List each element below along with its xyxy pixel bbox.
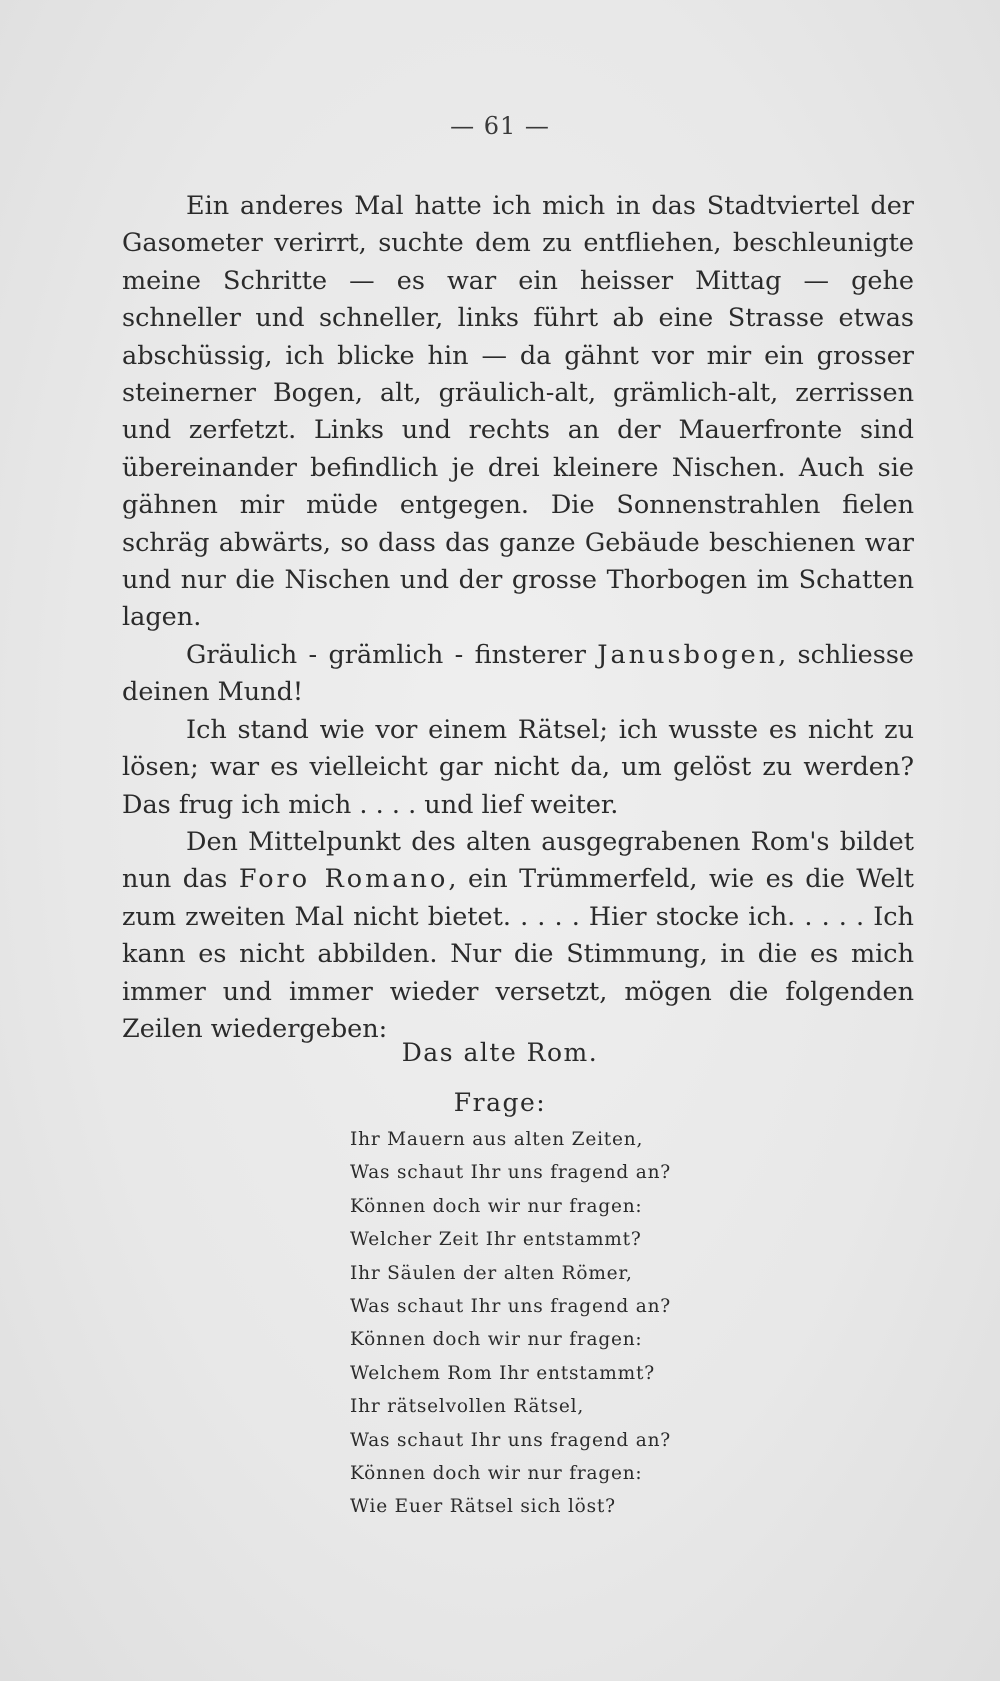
poem-body xyxy=(350,1123,850,1524)
paragraph-janusbogen xyxy=(122,637,914,712)
poem-line: Können doch wir nur fragen: xyxy=(350,1195,643,1217)
poem-line: Was schaut Ihr uns fragend an? xyxy=(350,1429,672,1451)
poem-line: Können doch wir nur fragen: xyxy=(350,1463,643,1485)
poem-line: Ihr Mauern aus alten Zeiten, xyxy=(350,1129,644,1150)
poem-subtitle: Frage: xyxy=(453,1088,547,1117)
poem-line: Was schaut Ihr uns fragend an? xyxy=(350,1162,672,1184)
poem-line: Können doch wir nur fragen: xyxy=(350,1329,643,1351)
paragraph-raetsel: Ich stand wie vor einem Rätsel; ich wusste es nicht zu lösen; war es vielleicht gar nicht da, um gelöst zu werden? Das frug ich mich . . . . und lief weiter. xyxy=(122,714,914,820)
poem-title: Das alte Rom. xyxy=(401,1038,599,1067)
page-number: — 61 — xyxy=(450,112,550,140)
poem-line: Welchem Rom Ihr entstammt? xyxy=(350,1362,655,1384)
paragraph-foro-romano xyxy=(122,824,914,1048)
poem-line: Wie Euer Rätsel sich löst? xyxy=(350,1496,616,1518)
body-text xyxy=(122,188,914,1048)
janus-text-after: , schliesse deinen Mund! xyxy=(122,639,915,708)
foro-romano-spaced-word: Foro Romano xyxy=(238,864,449,895)
foro-text-after: , ein Trümmerfeld, wie es die Welt zum zweiten Mal nicht bietet. . . . . Hier stocke ich. . . . . Ich kann es nicht abbilden. Nur die Stimmung, in die es mich immer und immer wieder versetzt, mögen die folgenden Zeilen wiedergeben: xyxy=(122,864,914,1044)
poem-line: Was schaut Ihr uns fragend an? xyxy=(350,1296,672,1318)
paragraph-gasometer: Ein anderes Mal hatte ich mich in das Stadtviertel der Gasometer verirrt, suchte dem zu entfliehen, beschleunigte meine Schritte — es war ein heisser Mittag — gehe schneller und schneller, links führt ab eine Strasse etwas abschüssig, ich blicke hin — da gähnt vor mir ein grosser steinerner Bogen, alt, gräulich-alt, grämlich-alt, zerrissen und zerfetzt. Links und rechts an der Mauerfronte sind übereinander befindlich je drei kleinere Nischen. Auch sie gähnen mir müde entgegen. Die Sonnenstrahlen fielen schräg abwärts, so dass das ganze Gebäude beschienen war und nur die Nischen und der grosse Thorbogen im Schatten lagen. xyxy=(122,191,914,633)
janus-text-before: Gräulich - grämlich - finsterer xyxy=(186,639,598,670)
janusbogen-spaced-word: Janusbogen xyxy=(597,639,779,670)
poem-line: Welcher Zeit Ihr entstammt? xyxy=(350,1229,642,1251)
foro-text-before: Den Mittelpunkt des alten ausgegrabenen Rom's bildet nun das xyxy=(122,826,914,895)
poem-line: Ihr Säulen der alten Römer, xyxy=(350,1262,633,1284)
poem-line: Ihr rätselvollen Rätsel, xyxy=(350,1396,585,1418)
